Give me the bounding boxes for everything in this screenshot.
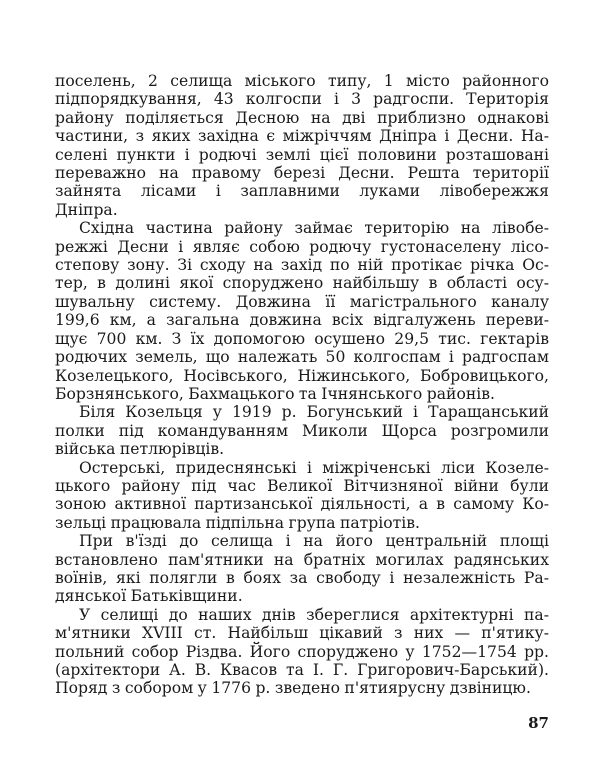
text-line: Дніпра. (55, 200, 118, 219)
text-line: родючих земель, що належать 50 колгоспам і радгоспам (55, 348, 549, 367)
text-line: При в'їзді до селища і на його центральній площі (79, 532, 549, 551)
text-line: Поряд з собором у 1776 р. зведено п'ятиярусну дзвіницю. (55, 679, 531, 698)
text-line: цького району під час Великої Вітчизняної війни були (55, 476, 549, 495)
text-line: поселень, 2 селища міського типу, 1 місто районного (55, 72, 549, 90)
text-line: м'ятники XVIII ст. Найбільш цікавий з них — п'ятику- (55, 624, 549, 643)
text-line: Козелецького, Носівського, Ніжинського, Бобровицького, (55, 366, 549, 385)
text-line: полки під командуванням Миколи Щорса розгромили (55, 421, 549, 440)
text-line: дянської Батьківщини. (55, 587, 243, 606)
text-line: режжі Десни і являє собою родючу густонаселену лісо- (55, 237, 549, 256)
text-line: частини, з яких західна є міжріччям Дніпра і Десни. На- (55, 127, 549, 146)
text-line: Східна частина району займає територію на лівобе- (79, 219, 549, 238)
text-line: підпорядкування, 43 колгоспи і 3 радгоспи. Територія (55, 90, 549, 109)
paragraph (55, 606, 549, 698)
text-line: зоною активної партизанської діяльності, а в самому Ко- (55, 495, 549, 514)
text-line: війська петлюрівців. (55, 440, 225, 459)
text-line: Борзнянського, Бахмацького та Ічнянського районів. (55, 384, 495, 403)
text-line: Біля Козельця у 1919 р. Богунський і Таращанський (79, 403, 549, 422)
paragraph (55, 72, 549, 219)
text-line: тер, в долині якої споруджено найбільшу в області осу- (55, 274, 549, 293)
paragraph (55, 219, 549, 403)
text-line: шувальну систему. Довжина її магістрального каналу (55, 292, 549, 311)
paragraph (55, 403, 549, 458)
text-line: Остерські, придеснянські і міжріченські ліси Козеле- (79, 458, 549, 477)
text-line: (архітектори А. В. Квасов та І. Г. Григорович-Барський). (55, 661, 549, 679)
text-line: степову зону. Зі сходу на захід по ній протікає річка Ос- (55, 256, 549, 275)
text-line: 199,6 км, а загальна довжина всіх відгалужень переви- (55, 311, 549, 330)
page-number: 87 (528, 714, 549, 732)
text-line: воїнів, які полягли в боях за свободу і незалежність Ра- (55, 568, 549, 587)
text-line: селені пункти і родючі землі цієї половини розташовані (55, 145, 549, 164)
text-line: району поділяється Десною на дві приблизно однакові (55, 108, 549, 127)
paragraph (55, 532, 549, 606)
text-line: зельці працювала підпільна група патріотів. (55, 513, 421, 532)
text-line: щує 700 км. З їх допомогою осушено 29,5 тис. гектарів (55, 329, 549, 348)
text-line: зайнята лісами і заплавними луками лівобережжя (55, 182, 549, 201)
text-line: переважно на правому березі Десни. Решта території (55, 164, 549, 183)
paragraph (55, 459, 549, 533)
body-text (55, 72, 549, 698)
text-line: польний собор Різдва. Його споруджено у 1752—1754 рр. (55, 642, 549, 661)
text-line: У селищі до наших днів збереглися архітектурні па- (79, 605, 549, 624)
text-line: встановлено пам'ятники на братніх могилах радянських (55, 550, 549, 569)
